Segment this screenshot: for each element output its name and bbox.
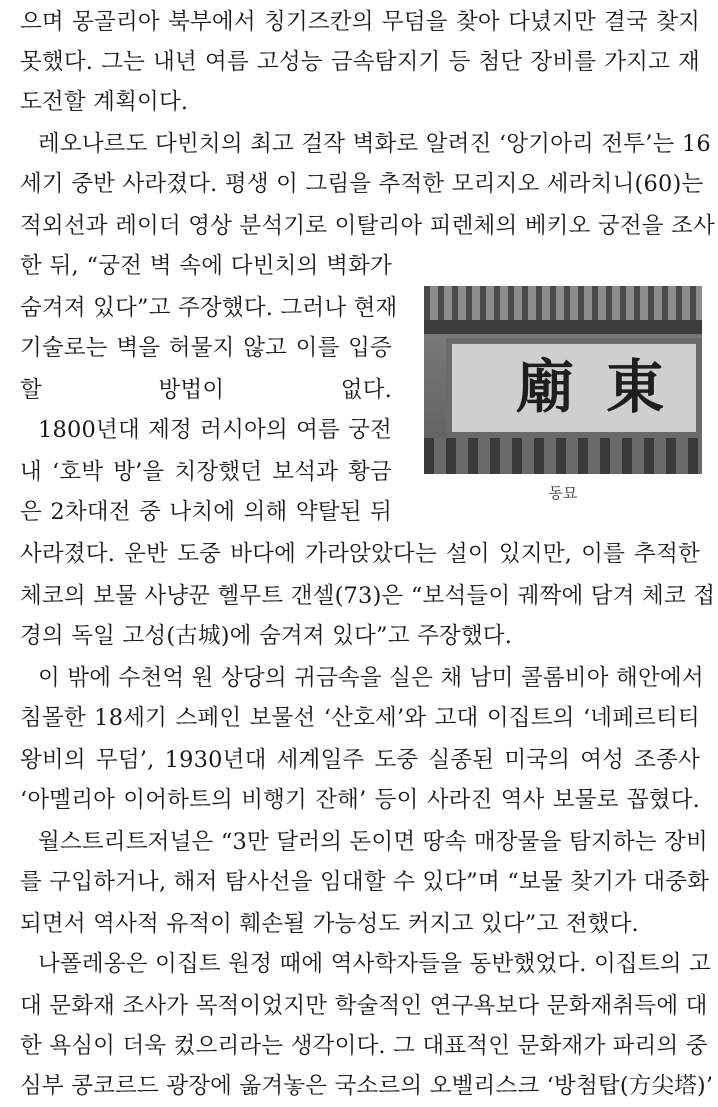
text-line: 숨겨져 있다”고 주장했다. 그러나 현재 (20, 295, 398, 321)
text-line: 경의 독일 고성(古城)에 숨겨져 있다”고 주장했다. (20, 623, 513, 649)
text-line: 세기 중반 사라졌다. 평생 이 그림을 추적한 모리지오 세라치니(60)는 (20, 171, 704, 197)
text-line: 나폴레옹은 이집트 원정 때에 역사학자들을 동반했었다. 이집트의 고 (38, 951, 711, 977)
roof-beam (424, 320, 702, 334)
text-line: 왕비의 무덤’, 1930년대 세계일주 도중 실종된 미국의 여성 조종사 (20, 747, 700, 773)
text-line: 되면서 역사적 유적이 훼손될 가능성도 커지고 있다”고 전했다. (20, 911, 639, 937)
text-line: 한 뒤, “궁전 벽 속에 다빈치의 벽화가 (20, 253, 392, 279)
text-line: 은 2차대전 중 나치에 의해 약탈된 뒤 (20, 499, 392, 525)
text-line: 대 문화재 조사가 목적이었지만 학술적인 연구욕보다 문화재취득에 대 (20, 993, 708, 1019)
dongmyo-photo (424, 286, 702, 474)
text-line: 할 방법이 없다. (20, 377, 392, 403)
text-line: 적외선과 레이더 영상 분석기로 이탈리아 피렌체의 베키오 궁전을 조사 (20, 213, 715, 239)
text-line: 도전할 계획이다. (20, 89, 189, 115)
text-line: 심부 콩코르드 광장에 옮겨놓은 국소르의 오벨리스크 ‘방첨탑(方尖塔)’ (20, 1073, 714, 1099)
painted-eaves (424, 438, 702, 474)
text-line: 월스트리트저널은 “3만 달러의 돈이면 땅속 매장물을 탐지하는 장비 (38, 829, 708, 855)
text-line: 내 ‘호박 방’을 치장했던 보석과 황금 (20, 459, 392, 485)
text-line: ‘아멜리아 이어하트의 비행기 잔해’ 등이 사라진 역사 보물로 꼽혔다. (20, 787, 700, 813)
sign-char: 廟 (516, 353, 575, 421)
text-line: 침몰한 18세기 스페인 보물선 ‘산호세’와 고대 이집트의 ‘네페르티티 (20, 705, 700, 731)
text-line: 체코의 보물 사냥꾼 헬무트 갠셀(73)은 “보석들이 궤짝에 담겨 체코 접 (20, 583, 716, 609)
text-line: 사라졌다. 운반 도중 바다에 가라앉았다는 설이 있지만, 이를 추적한 (20, 541, 700, 567)
text-line: 기술로는 벽을 허물지 않고 이를 입증 (20, 335, 392, 361)
text-line: 으며 몽골리아 북부에서 칭기즈칸의 무덤을 찾아 다녔지만 결국 찾지 (20, 9, 700, 35)
name-board (446, 338, 702, 438)
text-line: 1800년대 제정 러시아의 여름 궁전 (38, 417, 392, 443)
text-line: 를 구입하거나, 해저 탐사선을 임대할 수 있다”며 “보물 찾기가 대중화 (20, 869, 710, 895)
text-line: 한 욕심이 더욱 컸으리라는 생각이다. 그 대표적인 문화재가 파리의 중 (20, 1033, 708, 1059)
roof-tiles (424, 286, 702, 320)
text-line: 레오나르도 다빈치의 최고 걸작 벽화로 알려진 ‘앙기아리 전투’는 16 (38, 131, 711, 157)
photo-caption: 동묘 (548, 484, 578, 502)
text-line: 이 밖에 수천억 원 상당의 귀금속을 실은 채 남미 콜롬비아 해안에서 (38, 665, 704, 691)
sign-char: 東 (606, 353, 665, 421)
text-line: 못했다. 그는 내년 여름 고성능 금속탐지기 등 첨단 장비를 가지고 재 (20, 49, 700, 75)
